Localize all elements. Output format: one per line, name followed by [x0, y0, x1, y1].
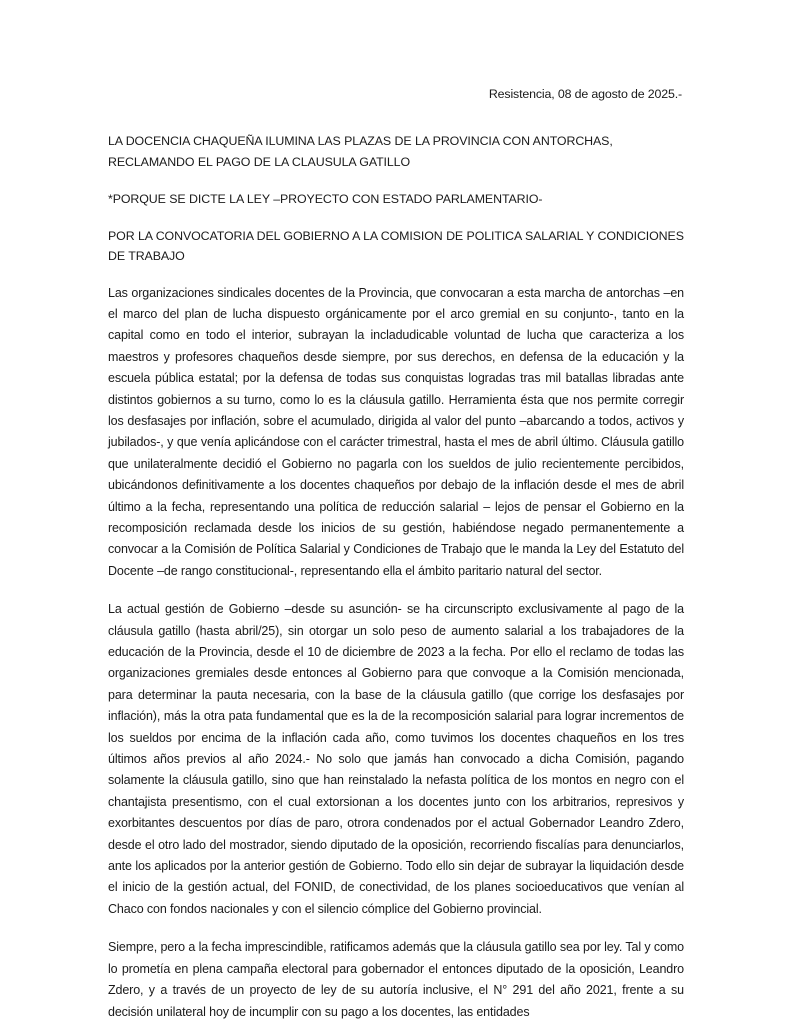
document-title-heading: LA DOCENCIA CHAQUEÑA ILUMINA LAS PLAZAS DE LA PROVINCIA CON ANTORCHAS, RECLAMANDO EL PAGO DE LA CLAUSULA GATILLO — [108, 134, 613, 169]
dateline: Resistencia, 08 de agosto de 2025.- — [488, 87, 682, 101]
document-body — [108, 86, 684, 1023]
paragraph-3: Siempre, pero a la fecha imprescindible, ratificamos además que la cláusula gatillo sea por ley. Tal y como lo prometía en plena campaña electoral para gobernador el entonces diputado de la oposición, Leandro Zdero, y a través de un proyecto de ley de su autoría inclusive, el N° 291 del año 2021, frente a su decisión unilateral hoy de incumplir con su pago a los docentes, las entidades — [108, 940, 684, 1019]
paragraph-1: Las organizaciones sindicales docentes de la Provincia, que convocaran a esta marcha de antorchas –en el marco del plan de lucha dispuesto orgánicamente por el arco gremial en su conjunto-, tanto en la capital como en todo el interior, subrayan la incladudicable voluntad de lucha que caracteriza a los maestros y profesores chaqueños desde siempre, por sus derechos, en defensa de la educación y la escuela pública estatal; por la defensa de todas sus conquistas logradas tras mil batallas libradas ante distintos gobiernos a su turno, como lo es la cláusula gatillo. Herramienta ésta que nos permite corregir los desfasajes por inflación, sobre el acumulado, dirigida al valor del punto –abarcando a todos, activos y jubilados-, y que venía aplicándose con el carácter trimestral, hasta el mes de abril último. Cláusula gatillo que unilateralmente decidió el Gobierno no pagarla con los sueldos de julio recientemente percibidos, ubicándonos definitivamente a los docentes chaqueños por debajo de la inflación desde el mes de abril último a la fecha, representando una política de reducción salarial – lejos de pensar el Gobierno en la recomposición reclamada desde los inicios de su gestión, habiéndose negado permanentemente a convocar a la Comisión de Política Salarial y Condiciones de Trabajo que le manda la Ley del Estatuto del Docente –de rango constitucional-, representando ella el ámbito paritario natural del sector. — [108, 285, 684, 578]
paragraph-2: La actual gestión de Gobierno –desde su asunción- se ha circunscripto exclusivamente al pago de la cláusula gatillo (hasta abril/25), sin otorgar un solo peso de aumento salarial a los trabajadores de la educación de la Provincia, desde el 10 de diciembre de 2023 a la fecha. Por ello el reclamo de todas las organizaciones gremiales desde entonces al Gobierno para que convoque a la Comisión mencionada, para determinar la pauta necesaria, con la base de la cláusula gatillo (que corrige los desfasajes por inflación), más la otra pata fundamental que es la de la recomposición salarial para lograr incrementos de los sueldos por encima de la inflación cada año, como tuvimos los docentes chaqueños en los tres últimos años previos al año 2024.- No solo que jamás han convocado a dicha Comisión, pagando solamente la cláusula gatillo, sino que han reinstalado la nefasta política de los montos en negro con el chantajista presentismo, con el cual extorsionan a los docentes junto con los arbitrarios, represivos y exorbitantes descuentos por días de paro, otrora condenados por el actual Gobernador Leandro Zdero, desde el otro lado del mostrador, siendo diputado de la oposición, recorriendo fiscalías para denunciarlos, ante los aplicados por la anterior gestión de Gobierno. Todo ello sin dejar de subrayar la liquidación desde el inicio de la gestión actual, del FONID, de conectividad, de los planes socioeducativos que venían al Chaco con fondos nacionales y con el silencio cómplice del Gobierno provincial. — [108, 602, 684, 916]
demand-law-heading: *PORQUE SE DICTE LA LEY –PROYECTO CON ESTADO PARLAMENTARIO- — [108, 192, 543, 206]
demand-convocation-heading: POR LA CONVOCATORIA DEL GOBIERNO A LA COMISION DE POLITICA SALARIAL Y CONDICIONES DE TRABAJO — [108, 228, 684, 263]
